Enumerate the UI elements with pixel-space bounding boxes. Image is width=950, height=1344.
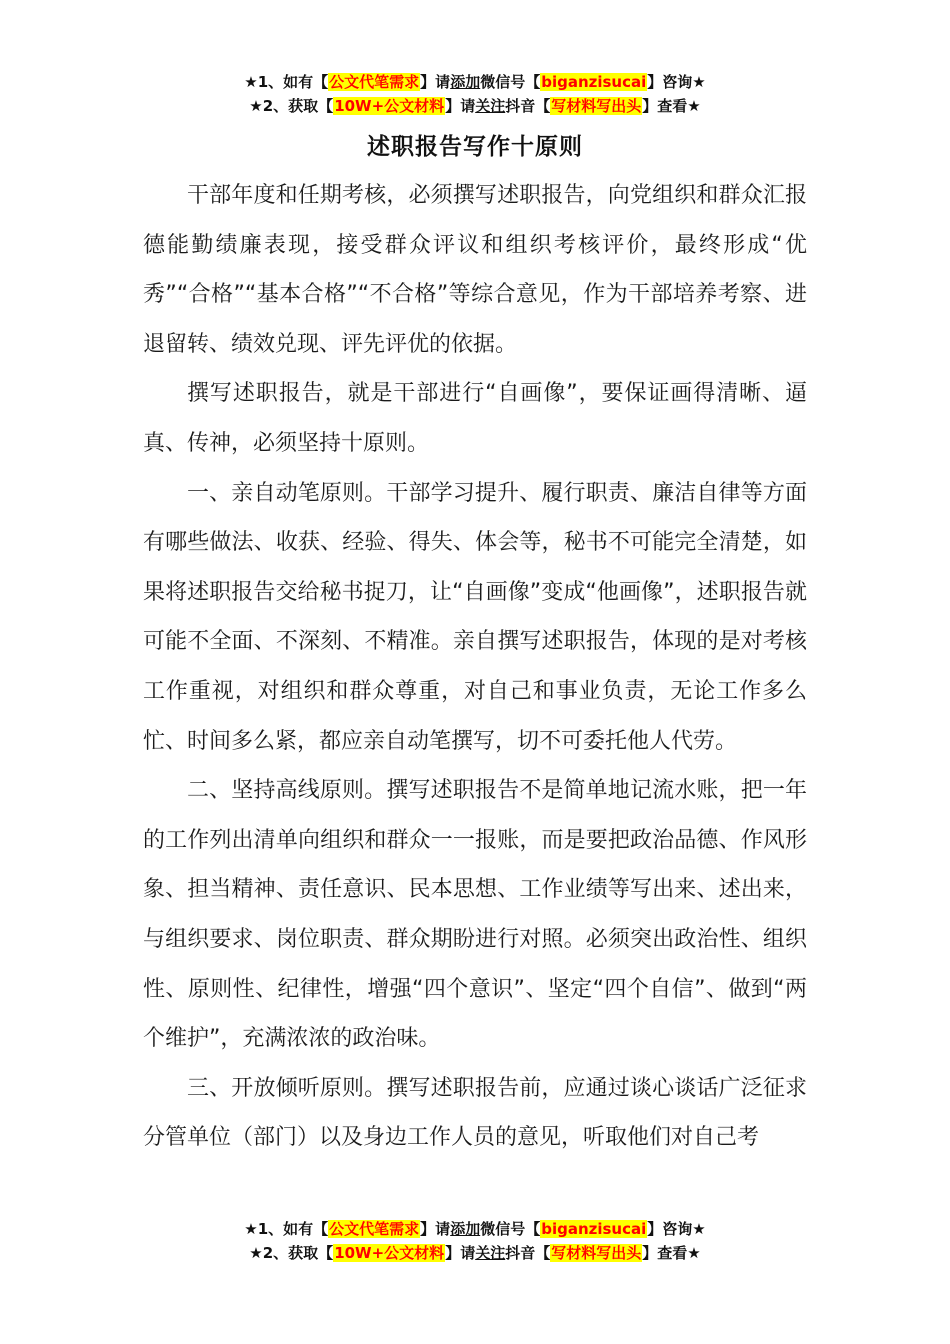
promo-text: ★1、如有【	[244, 1220, 329, 1238]
document-title: 述职报告写作十原则	[367, 134, 583, 160]
promo-highlight: biganzisucai	[541, 1220, 647, 1238]
promo-highlight: 10W+公文材料	[334, 97, 445, 115]
promo-line-1	[0, 1217, 950, 1241]
promo-banner-bottom	[0, 1217, 950, 1265]
promo-line-2	[0, 1241, 950, 1265]
promo-underlined: 添加	[450, 1220, 481, 1238]
promo-text: 】请	[445, 1244, 476, 1262]
promo-text: 抖音【	[505, 97, 551, 115]
promo-text: 抖音【	[505, 1244, 551, 1262]
promo-underlined: 关注	[475, 97, 506, 115]
promo-highlight: 写材料写出头	[551, 97, 642, 115]
paragraph: 干部年度和任期考核，必须撰写述职报告，向党组织和群众汇报德能勤绩廉表现，接受群众评议和组织考核评价，最终形成“优秀”“合格”“基本合格”“不合格”等综合意见，作为干部培养考察、进退留转、绩效兑现、评先评优的依据。	[143, 183, 807, 357]
promo-text: 微信号【	[480, 73, 541, 91]
promo-highlight: 公文代笔需求	[329, 1220, 420, 1238]
promo-text: 】请	[445, 97, 476, 115]
promo-text: 】咨询★	[647, 73, 706, 91]
promo-text: 】请	[420, 73, 451, 91]
promo-text: ★2、获取【	[249, 97, 334, 115]
promo-text: ★2、获取【	[249, 1244, 334, 1262]
promo-highlight: 公文代笔需求	[329, 73, 420, 91]
promo-line-1	[0, 70, 950, 94]
promo-text: ★1、如有【	[244, 73, 329, 91]
promo-text: 】咨询★	[647, 1220, 706, 1238]
paragraph: 一、亲自动笔原则。干部学习提升、履行职责、廉洁自律等方面有哪些做法、收获、经验、得失、体会等，秘书不可能完全清楚，如果将述职报告交给秘书捉刀，让“自画像”变成“他画像”，述职报告就可能不全面、不深刻、不精准。亲自撰写述职报告，体现的是对考核工作重视，对组织和群众尊重，对自己和事业负责，无论工作多么忙、时间多么紧，都应亲自动笔撰写，切不可委托他人代劳。	[143, 480, 807, 754]
paragraph: 三、开放倾听原则。撰写述职报告前，应通过谈心谈话广泛征求分管单位（部门）以及身边工作人员的意见，听取他们对自己考	[143, 1075, 807, 1151]
paragraph: 二、坚持高线原则。撰写述职报告不是简单地记流水账，把一年的工作列出清单向组织和群众一一报账，而是要把政治品德、作风形象、担当精神、责任意识、民本思想、工作业绩等写出来、述出来，与组织要求、岗位职责、群众期盼进行对照。必须突出政治性、组织性、原则性、纪律性，增强“四个意识”、坚定“四个自信”、做到“两个维护”，充满浓浓的政治味。	[143, 778, 807, 1052]
promo-text: 】查看★	[642, 97, 701, 115]
promo-text: 】查看★	[642, 1244, 701, 1262]
paragraph: 撰写述职报告，就是干部进行“自画像”，要保证画得清晰、逼真、传神，必须坚持十原则。	[143, 381, 808, 456]
promo-text: 】请	[420, 1220, 451, 1238]
promo-line-2	[0, 94, 950, 118]
promo-highlight: biganzisucai	[541, 73, 647, 91]
promo-highlight: 写材料写出头	[551, 1244, 642, 1262]
promo-underlined: 添加	[450, 73, 481, 91]
promo-underlined: 关注	[475, 1244, 506, 1262]
promo-banner-top	[0, 70, 950, 118]
promo-text: 微信号【	[480, 1220, 541, 1238]
document-body	[143, 171, 807, 1163]
promo-highlight: 10W+公文材料	[334, 1244, 445, 1262]
